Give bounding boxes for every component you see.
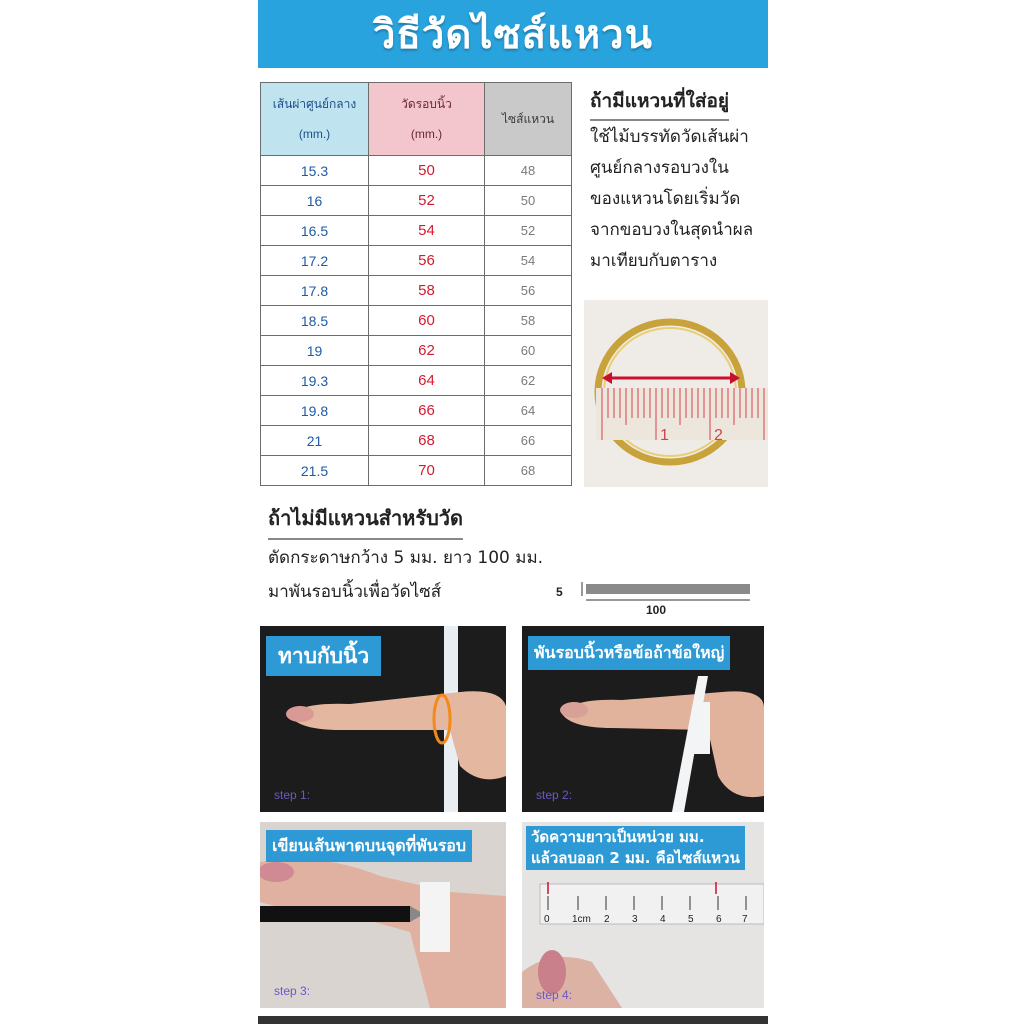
without-ring-line1: ตัดกระดาษกว้าง 5 มม. ยาว 100 มม. — [268, 548, 544, 568]
paper-strip — [586, 584, 750, 594]
step-4-label-line2: แล้วลบออก 2 มม. คือไซส์แหวน — [531, 849, 740, 867]
cell-circumference: 64 — [369, 366, 485, 396]
header-circumference-label: วัดรอบนิ้ว — [401, 97, 452, 111]
instruction-line: ศูนย์กลางรอบวงใน — [590, 158, 729, 178]
cell-circumference: 54 — [369, 216, 485, 246]
step-3-panel — [260, 822, 506, 1008]
step-2-number: step 2: — [536, 788, 573, 802]
step-4-label-line1: วัดความยาวเป็นหน่วย มม. — [531, 828, 705, 846]
cell-diameter: 15.3 — [261, 156, 369, 186]
ruler-tick-label: 3 — [632, 914, 638, 925]
table-row — [261, 276, 572, 306]
step-2-label: พันรอบนิ้วหรือข้อถ้าข้อใหญ่ — [528, 636, 730, 670]
ruler-mark: 1 — [660, 427, 669, 444]
cell-diameter: 19.8 — [261, 396, 369, 426]
header-banner — [258, 0, 768, 68]
step-4-number: step 4: — [536, 988, 573, 1002]
ruler-tick-label: 0 — [544, 914, 550, 925]
ruler-tick-label: 6 — [716, 914, 722, 925]
ruler-tick-label: 2 — [604, 914, 610, 925]
cell-circumference: 52 — [369, 186, 485, 216]
cell-ring-size: 64 — [485, 396, 572, 426]
page-title: วิธีวัดไซส์แหวน — [373, 12, 653, 58]
header-diameter — [261, 83, 369, 156]
cell-diameter: 17.2 — [261, 246, 369, 276]
cell-circumference: 56 — [369, 246, 485, 276]
cell-circumference: 62 — [369, 336, 485, 366]
header-diameter-unit: (mm.) — [298, 127, 331, 141]
paper-strip-diagram — [554, 578, 754, 622]
header-ring-size — [485, 83, 572, 156]
step-1-label: ทาบกับนิ้ว — [266, 636, 381, 676]
strip-length-label: 100 — [646, 603, 667, 617]
cell-ring-size: 58 — [485, 306, 572, 336]
cell-circumference: 58 — [369, 276, 485, 306]
table-row — [261, 426, 572, 456]
ruler-tick-label: 7 — [742, 914, 748, 925]
cell-ring-size: 60 — [485, 336, 572, 366]
table-row — [261, 396, 572, 426]
step-2-panel — [522, 626, 764, 812]
with-ring-instructions — [590, 122, 770, 277]
cell-diameter: 18.5 — [261, 306, 369, 336]
cell-diameter: 19 — [261, 336, 369, 366]
cell-diameter: 16 — [261, 186, 369, 216]
cell-diameter: 21 — [261, 426, 369, 456]
without-ring-line2: มาพันรอบนิ้วเพื่อวัดไซส์ — [268, 582, 442, 602]
instruction-line: ใช้ไม้บรรทัดวัดเส้นผ่า — [590, 127, 749, 147]
table-row — [261, 186, 572, 216]
cell-ring-size: 66 — [485, 426, 572, 456]
cell-ring-size: 52 — [485, 216, 572, 246]
cell-circumference: 50 — [369, 156, 485, 186]
instruction-line: ของแหวนโดยเริ่มวัด — [590, 189, 741, 209]
table-row — [261, 306, 572, 336]
cell-diameter: 21.5 — [261, 456, 369, 486]
header-ring-size-label: ไซส์แหวน — [501, 111, 555, 126]
cell-ring-size: 50 — [485, 186, 572, 216]
ring-size-guide — [258, 0, 768, 1024]
step-3-number: step 3: — [274, 984, 311, 998]
cell-ring-size: 56 — [485, 276, 572, 306]
step-4-label — [526, 826, 745, 870]
step-1-number: step 1: — [274, 788, 311, 802]
step-3-label: เขียนเส้นพาดบนจุดที่พันรอบ — [266, 830, 472, 862]
with-ring-title: ถ้ามีแหวนที่ใส่อยู่ — [590, 86, 729, 121]
table-row — [261, 456, 572, 486]
header-circumference-unit: (mm.) — [410, 127, 443, 141]
cell-ring-size: 68 — [485, 456, 572, 486]
instruction-line: มาเทียบกับตาราง — [590, 251, 718, 271]
cell-circumference: 66 — [369, 396, 485, 426]
step-4-panel — [522, 822, 764, 1008]
size-table — [260, 82, 572, 486]
cell-circumference: 60 — [369, 306, 485, 336]
ring-measure-photo — [584, 300, 768, 487]
instruction-line: จากขอบวงในสุดนำผล — [590, 220, 754, 240]
table-row — [261, 156, 572, 186]
cell-diameter: 19.3 — [261, 366, 369, 396]
cell-diameter: 16.5 — [261, 216, 369, 246]
header-circumference — [369, 83, 485, 156]
ruler-mark: 2 — [714, 427, 723, 444]
bottom-bar — [258, 1016, 768, 1024]
header-diameter-label: เส้นผ่าศูนย์กลาง — [272, 97, 357, 111]
cell-ring-size: 54 — [485, 246, 572, 276]
without-ring-title: ถ้าไม่มีแหวนสำหรับวัด — [268, 502, 463, 540]
cell-circumference: 68 — [369, 426, 485, 456]
ruler-tick-label: 1cm — [572, 914, 591, 925]
table-row — [261, 246, 572, 276]
cell-diameter: 17.8 — [261, 276, 369, 306]
table-row — [261, 366, 572, 396]
ruler-tick-label: 4 — [660, 914, 666, 925]
table-row — [261, 216, 572, 246]
ruler-tick-label: 5 — [688, 914, 694, 925]
table-row — [261, 336, 572, 366]
step-1-panel — [260, 626, 506, 812]
table-header-row — [261, 83, 572, 156]
cell-ring-size: 48 — [485, 156, 572, 186]
ring-on-ruler-image — [584, 300, 768, 487]
strip-width-label: 5 — [556, 585, 563, 599]
cell-circumference: 70 — [369, 456, 485, 486]
cell-ring-size: 62 — [485, 366, 572, 396]
